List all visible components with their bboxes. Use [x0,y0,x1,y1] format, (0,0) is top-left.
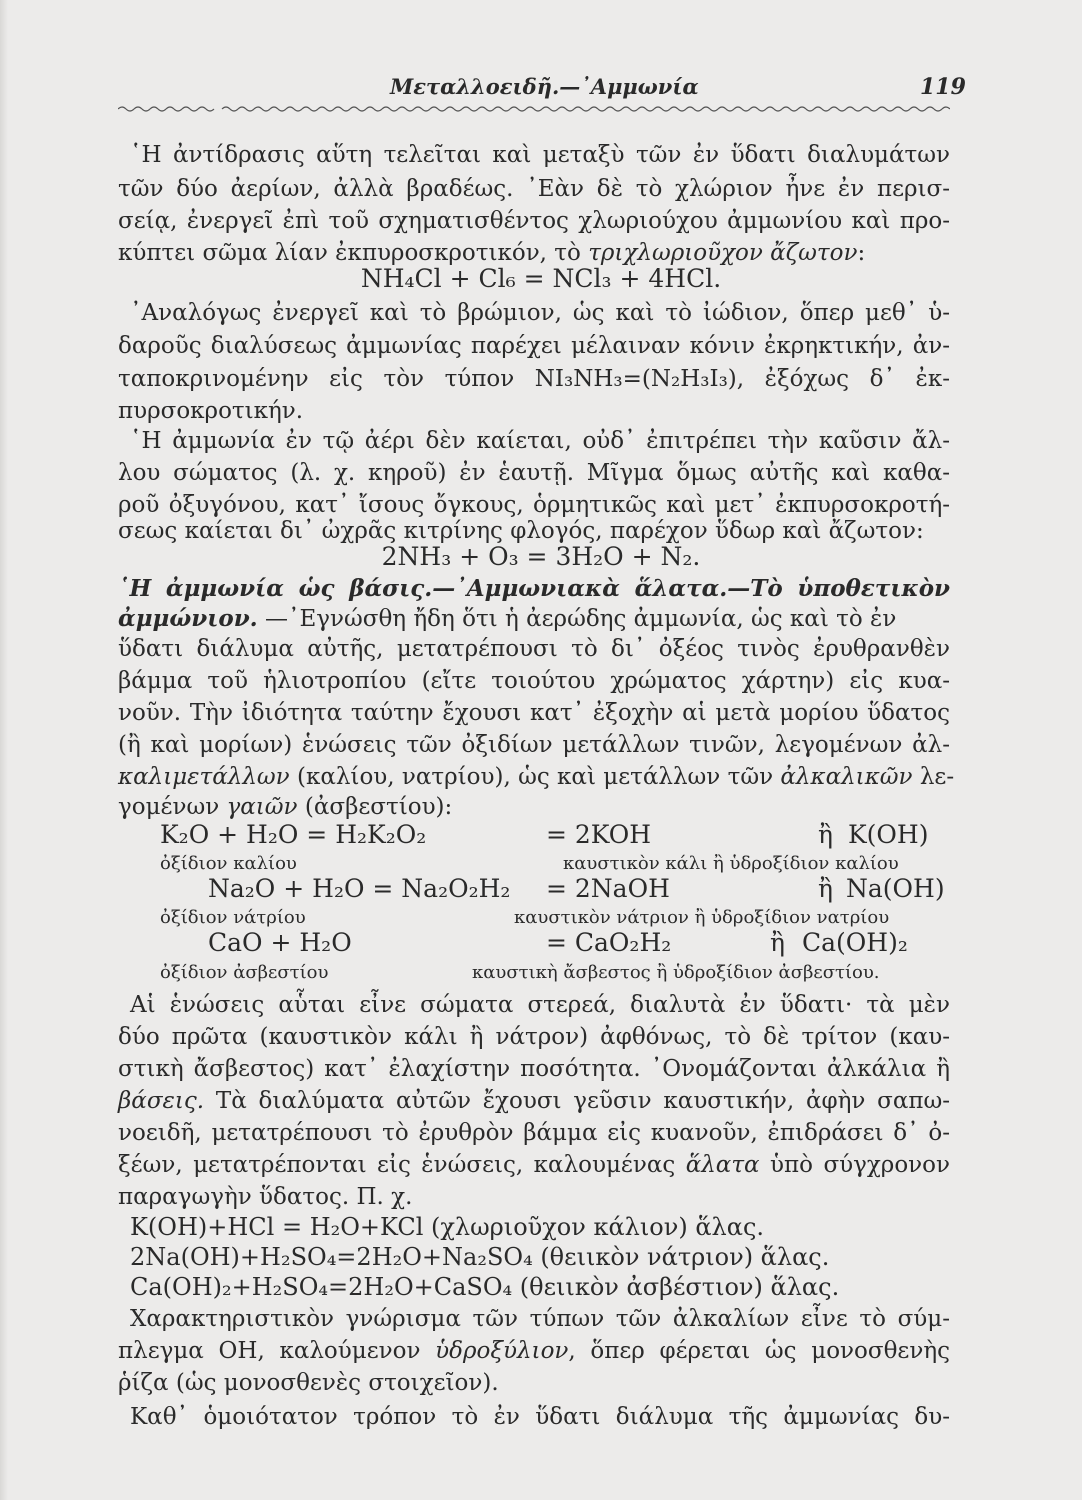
formula-caption: ὀξίδιον νάτρίου [160,907,306,928]
italic-term: ἀλκαλικῶν [780,764,913,790]
section-heading: ῾Η ἀμμωνία ὡς βάσις.—᾿Αμμωνιακὰ ἅλατα.—Τὸ ὑποθετικὸν [118,575,950,602]
chemical-equation: NH₄Cl + Cl₆ = NCl₃ + 4HCl. [360,264,722,293]
text-line: Χαρακτηριστικὸν γνώρισμα τῶν τύπων τῶν ἀλκαλίων εἶνε τὸ σύμ- [130,1306,950,1332]
reaction-or: ἢ [770,928,785,957]
section-heading-end: ἀμμώνιον. [118,605,258,632]
text-line: σείᾳ, ἐνεργεῖ ἐπὶ τοῦ σχηματισθέντος χλωριούχου ἀμμωνίου καὶ προ- [118,208,950,234]
text-line: τῶν δύο ἀερίων, ἀλλὰ βραδέως. ᾿Εὰν δὲ τὸ χλώριον ἦνε ἐν περισ- [118,176,950,202]
italic-term: καλιμετάλλων [118,764,290,790]
header-wavy-rule [118,104,950,114]
text-span: , ὅπερ φέρεται ὡς μονοσθενὴς [568,1338,950,1364]
reaction-left: CaO + H₂O [208,928,352,957]
text-line [118,1150,950,1180]
formula-caption: καυστικὴ ἄσβεστος ἢ ὑδροξίδιον ἀσβεστίου. [472,962,880,983]
text-line: ταποκρινομένην εἰς τὸν τύπον NI₃NH₃=(N₂H₃I₃), ἐξόχως δ᾿ ἐκ- [118,366,950,392]
reaction-or: ἢ [818,874,833,903]
text-line: δύο πρῶτα (καυστικὸν κάλι ἢ νάτρον) ἀφθόνως, τὸ δὲ τρίτον (καυ- [118,1024,950,1050]
text-span: (καλίου, νατρίου), ὡς καὶ μετάλλων τῶν [289,764,781,790]
reaction-left: K₂O + H₂O = H₂K₂O₂ [160,820,427,849]
italic-term: βάσεις. [118,1088,205,1114]
text-span: : [857,240,866,266]
text-span: (ἀσβεστίου): [297,794,453,820]
text-line: Αἱ ἑνώσεις αὗται εἶνε σώματα στερεά, διαλυτὰ ἐν ὕδατι· τὰ μὲν [130,992,950,1018]
reaction-product: = 2NaOH [546,874,670,903]
text-line: νοειδῆ, μετατρέπουσι τὸ ἐρυθρὸν βάμμα εἰς κυανοῦν, ἐπιδράσει δ᾿ ὀ- [118,1120,950,1146]
text-line: στικὴ ἄσβεστος) κατ᾿ ἐλαχίστην ποσότητα. ᾿Ονομάζονται ἀλκάλια ἢ [118,1056,950,1082]
page-number: 119 [920,74,966,100]
text-line: (ἢ καὶ μορίων) ἑνώσεις τῶν ὀξιδίων μετάλλων τινῶν, λεγομένων ἀλ- [118,732,950,758]
running-header-title: Μεταλλοειδῆ.—᾿Αμμωνία [390,74,699,99]
reaction-or: ἢ [818,820,833,849]
text-line [118,1086,950,1116]
text-span: ὑπὸ σύγχρονον [759,1152,950,1178]
text-line: πυρσοκροτικήν. [118,398,304,424]
text-span: γομένων [118,794,227,820]
text-line: ῾Η ἀντίδρασις αὕτη τελεῖται καὶ μεταξὺ τῶν ἐν ὕδατι διαλυμάτων [130,142,950,168]
text-line: ῾Η ἀμμωνία ἐν τῷ ἀέρι δὲν καίεται, οὐδ᾿ ἐπιτρέπει τὴν καῦσιν ἄλ- [130,428,950,454]
chemical-equation: 2NH₃ + O₃ = 3H₂O + N₂. [381,542,701,571]
reaction-product: = CaO₂H₂ [546,928,672,957]
text-line [118,762,955,792]
reaction-alt-formula: K(OH) [848,820,929,849]
text-span: πλεγμα OH, καλούμενον [118,1338,436,1364]
text-line [118,792,950,822]
text-line: σεως καίεται δι᾿ ὠχρᾶς κιτρίνης φλογός, παρέχον ὕδωρ καὶ ἄζωτον: [118,518,924,544]
italic-term: ἅλατα [685,1152,760,1178]
text-line: παραγωγὴν ὕδατος. Π. χ. [118,1184,413,1210]
reaction-left: Na₂O + H₂O = Na₂O₂H₂ [208,874,511,903]
text-line: ῥίζα (ὡς μονοσθενὲς στοιχεῖον). [118,1370,499,1396]
text-line: ὕδατι διάλυμα αὐτῆς, μετατρέπουσι τὸ δι᾿ ὀξέος τινὸς ἐρυθρανθὲν [118,636,950,662]
text-span: λε- [912,764,955,790]
text-line: λου σώματος (λ. χ. κηροῦ) ἐν ἑαυτῇ. Μῖγμα ὅμως αὐτῆς καὶ καθα- [118,460,950,486]
italic-term: γαιῶν [226,794,298,820]
text-line: βάμμα τοῦ ἡλιοτροπίου (εἴτε τοιούτου χρώματος χάρτην) εἰς κυα- [118,668,950,694]
text-span: Τὰ διαλύματα αὐτῶν ἔχουσι γεῦσιν καυστικήν, ἀφὴν σαπω- [204,1088,950,1114]
italic-term: ὑδροξύλιον [435,1338,569,1364]
text-span: κύπτει σῶμα λίαν ἐκπυροσκροτικόν, τὸ [118,240,589,266]
salt-equation: Ca(OH)₂+H₂SO₄=2H₂O+CaSO₄ (θειικὸν ἀσβέστιον) ἅλας. [130,1273,840,1301]
formula-caption: ὀξίδιον ἀσβεστίου [160,962,329,983]
text-line: Καθ᾿ ὁμοιότατον τρόπον τὸ ἐν ὕδατι διάλυμα τῆς ἀμμωνίας δυ- [130,1404,950,1430]
text-span: ξέων, μετατρέπονται εἰς ἑνώσεις, καλουμένας [118,1152,686,1178]
formula-caption: καυστικὸν κάλι ἢ ὑδροξίδιον καλίου [563,853,899,874]
text-line: ροῦ ὀξυγόνου, κατ᾿ ἴσους ὄγκους, ὁρμητικῶς καὶ μετ᾿ ἐκπυρσοκροτή- [118,492,950,518]
page-edge-shadow [0,0,8,1500]
text-line [118,1336,950,1366]
text-line: νοῦν. Τὴν ἰδιότητα ταύτην ἔχουσι κατ᾿ ἐξοχὴν αἱ μετὰ μορίου ὕδατος [118,700,950,726]
formula-caption: καυστικὸν νάτριον ἢ ὑδροξίδιον νατρίου [514,907,890,928]
text-line: δαροῦς διαλύσεως ἀμμωνίας παρέχει μέλαιναν κόνιν ἐκρηκτικήν, ἀν- [118,333,950,359]
reaction-alt-formula: Na(OH) [846,874,945,903]
italic-term: τριχλωριοῦχον ἄζωτον [588,240,858,266]
text-line [118,604,950,634]
reaction-alt-formula: Ca(OH)₂ [802,928,908,957]
text-line: ᾿Αναλόγως ἐνεργεῖ καὶ τὸ βρώμιον, ὡς καὶ τὸ ἰώδιον, ὅπερ μεθ᾿ ὑ- [130,300,950,326]
salt-equation: K(OH)+HCl = H₂O+KCl (χλωριοῦχον κάλιον) ἅλας. [130,1213,765,1241]
text-span: —᾿Εγνώσθη ἤδη ὅτι ἡ ἀερώδης ἀμμωνία, ὡς καὶ τὸ ἐν [257,606,897,632]
reaction-product: = 2KOH [546,820,652,849]
salt-equation: 2Na(OH)+H₂SO₄=2H₂O+Na₂SO₄ (θειικὸν νάτριον) ἅλας. [130,1243,830,1271]
formula-caption: ὀξίδιον καλίου [160,853,297,874]
